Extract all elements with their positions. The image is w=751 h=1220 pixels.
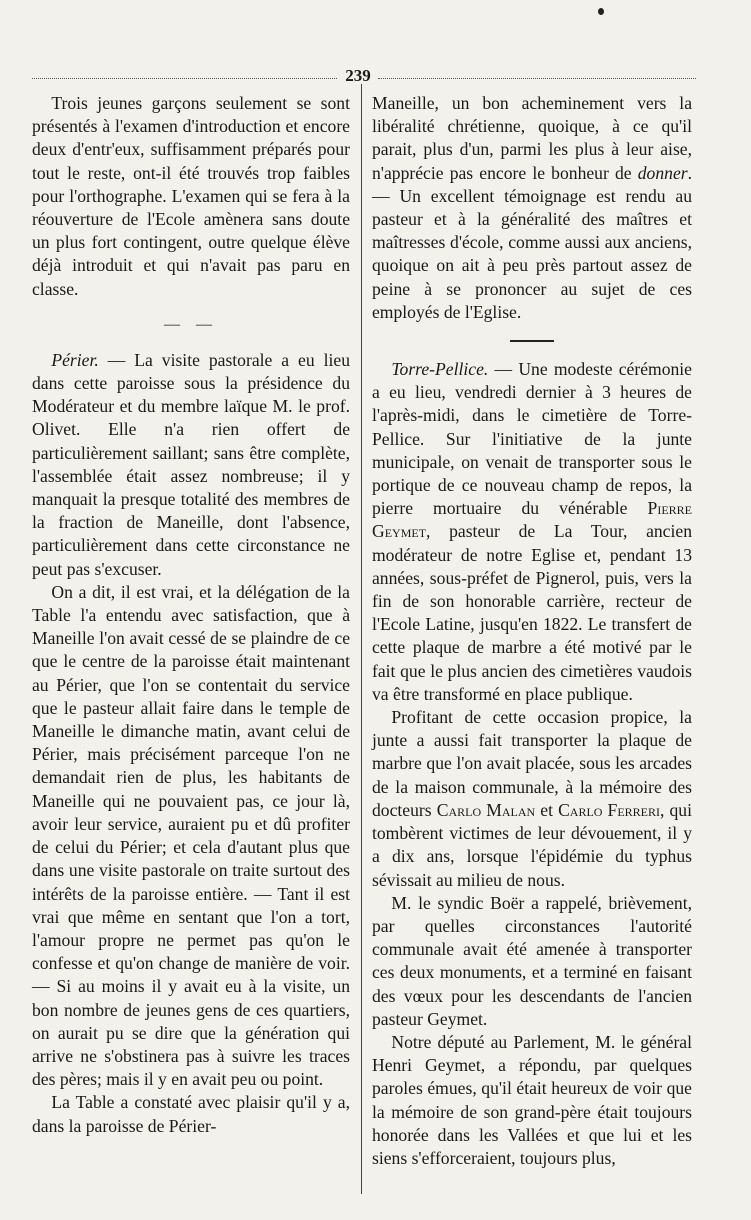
person-name-geymet: Pierre Geymet (372, 498, 692, 542)
paragraph-maneille-continued (372, 92, 692, 324)
page-number: 239 (345, 66, 371, 85)
paragraph-delegation: On a dit, il est vrai, et la délégation de la Table l'a entendu avec satisfaction, que à Maneille l'on avait cessé de se plaindre de ce que le centre de la paroisse était maintenant au Périer, que l'on se contentait du service que le pasteur allait faire dans le temple de Maneille le dimanche matin, avant celui de Périer, mais précisément parceque l'on ne demandait rien de plus, les habitants de Maneille qui ne pouvaient pas, ce jour là, avoir leur service, auraient pu et dû profiter de celui du Périer; et cela d'autant plus que dans une visite pastorale on traite surtout des intérêts de la paroisse entière. — Tant il est vrai que même en sentant que l'on a tort, l'amour propre ne permet pas qu'on le confesse et qu'on change de manière de voir. — Si au moins il y avait eu à la visite, un bon nombre de jeunes gens de ces quartiers, on aurait pu se dire que la génération qui arrive ne s'obstinera pas à suivre les traces des pères; mais il y en avait peu ou point. (32, 581, 350, 1090)
section-rule (510, 340, 554, 342)
paragraph-table: La Table a constaté avec plaisir qu'il y a, dans la paroisse de Périer- (32, 1092, 350, 1136)
text-segment: . — Un excellent témoignage est rendu au pasteur et à la généralité des maîtres et maîtresses d'école, comme aussi aux anciens, quoique on ait à peu près partout assez de peine à se prononcer au sujet de ces employés de l'Eglise. (372, 162, 692, 322)
paragraph-syndic: M. le syndic Boër a rappelé, brièvement, par quelles circonstances l'autorité communale avait été amenée à transporter ces deux monuments, et a terminé en faisant des vœux pour les descendants de l'ancien pasteur Geymet. (372, 892, 692, 1029)
paragraph-plaque (372, 706, 692, 892)
column-divider (361, 84, 362, 1194)
emphasis-donner: donner (637, 162, 688, 183)
paragraph-examen: Trois jeunes garçons seulement se sont présentés à l'examen d'introduction et encore deux d'entr'eux, suffisamment préparés pour tout le reste, ont-il été trouvés trop faibles pour l'orthographe. L'examen qui se fera à la réouverture de l'Ecole amènera sans doute un plus fort contingent, outre quelque élève déjà introduit et qui n'avait pas paru en classe. (32, 93, 350, 299)
left-column (32, 92, 350, 1138)
person-name-ferreri: Carlo Ferreri (558, 799, 661, 820)
paragraph-perier (32, 349, 350, 581)
text-segment: — Une modeste cérémonie a eu lieu, vendredi dernier à 3 heures de l'après-midi, dans le cimetière de Torre-Pellice. Sur l'initiative de la junte municipale, on venait de transporter sous le portique de ce nouveau champ de repos, la pierre mortuaire du vénérable (372, 359, 692, 519)
paragraph-depute: Notre député au Parlement, M. le général Henri Geymet, a répondu, par quelques paroles émues, qu'il était heureux de voir que la mémoire de son grand-père était toujours honorée dans les Vallées et que lui et les siens s'efforceraient, toujours plus, (372, 1031, 692, 1168)
paragraph-torre-pellice (372, 358, 692, 706)
text-segment: et (535, 799, 559, 820)
place-heading-perier: Périer. (51, 349, 99, 370)
text-segment: , qui tombèrent victimes de leur dévouement, il y a dix ans, lorsque l'épidémie du typhus sévissait au milieu de nous. (372, 799, 692, 890)
ink-spot (598, 8, 604, 15)
header-rule-right (378, 78, 696, 79)
text-segment: Profitant de cette occasion propice, la junte a aussi fait transporter la plaque de marbre que l'on avait placée, sous les arcades de la maison communale, à la mémoire des docteurs (372, 707, 692, 820)
right-column (372, 92, 692, 1170)
text-segment: , pasteur de La Tour, ancien modérateur de notre Eglise et, pendant 13 années, sous-préfet de Pignerol, puis, vers la fin de son honorable carrière, recteur de l'Ecole Latine, jusqu'en 1822. Le transfert de cette plaque de marbre a été motivé par le fait que le plus ancien des cimetières vaudois va être transformé en place publique. (372, 521, 692, 704)
text-segment: Maneille, un bon acheminement vers la libéralité chrétienne, quoique, à ce qu'il parait, plus d'un, parmi les plus à leur aise, n'apprécie pas encore le bonheur de (372, 93, 692, 183)
person-name-malan: Carlo Malan (436, 799, 536, 820)
place-heading-torre-pellice: Torre-Pellice. (391, 359, 489, 380)
section-separator: — — (164, 315, 218, 333)
header-rule-left (32, 78, 337, 79)
paragraph-perier-text: — La visite pastorale a eu lieu dans cette paroisse sous la présidence du Modérateur et du membre laïque M. le prof. Olivet. Elle n'a rien offert de particulièrement saillant; sans être complète, l'assemblée était assez nombreuse; il y manquait la presque totalité des membres de la fraction de Maneille, dont l'absence, particulièrement dans cette circonstance ne peut pas s'excuser. (32, 349, 350, 579)
